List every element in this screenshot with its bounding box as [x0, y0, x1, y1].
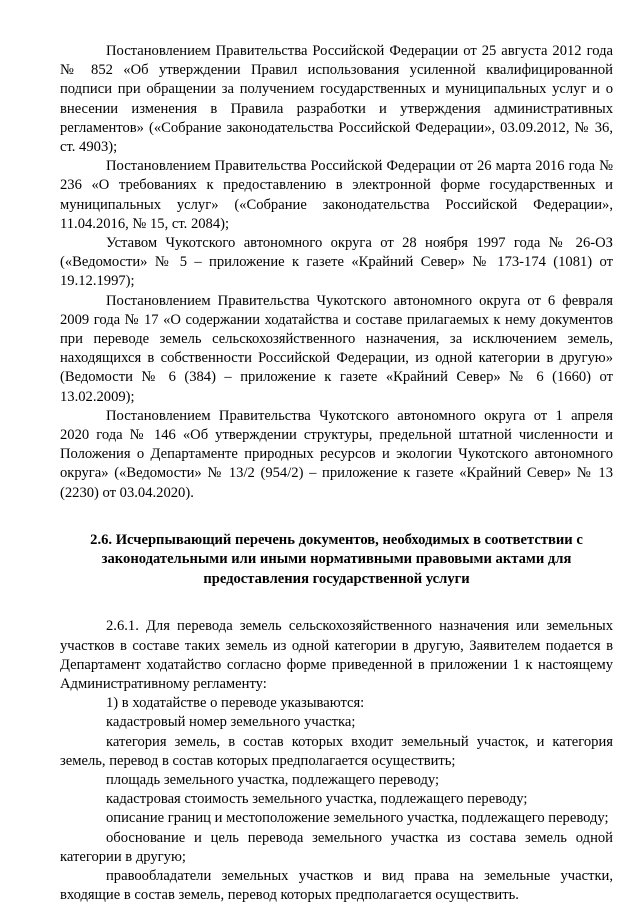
section-heading: 2.6. Исчерпывающий перечень документов, необходимых в соответствии с законодательными или иными нормативными правовыми актами для предоставления государственной услуги [90, 531, 583, 587]
document-page [60, 42, 613, 905]
section-paragraph: кадастровая стоимость земельного участка, подлежащего переводу; [106, 791, 528, 808]
legal-basis-list [60, 42, 613, 503]
legal-basis-item: Постановлением Правительства Чукотского автономного округа от 6 февраля 2009 года № 17 «О содержании ходатайства и составе прилагаемых к нему документов при переводе земель сельскохозяйственного назначения, за исключением земель, находящихся в собственности Российской Федерации, из одной категории в другую» (Ведомости № 6 (384) – приложение к газете «Крайний Север» № 6 (1660) от 13.02.2009); [60, 292, 613, 405]
legal-basis-item: Уставом Чукотского автономного округа от 28 ноября 1997 года № 26-ОЗ («Ведомости» № 5 – приложение к газете «Крайний Север» № 173-174 (1081) от 19.12.1997); [60, 235, 613, 290]
section-paragraph: кадастровый номер земельного участка; [106, 714, 356, 731]
section-paragraph: 2.6.1. Для перевода земель сельскохозяйственного назначения или земельных участков в составе таких земель из одной категории в другую, Заявителем подается в Департамент ходатайство согласно форме приведенной в приложении 1 к настоящему Административному регламенту: [60, 618, 613, 692]
legal-basis-item: Постановлением Правительства Российской Федерации от 25 августа 2012 года № 852 «Об утверждении Правил использования усиленной квалифицированной подписи при обращении за получением государственных и муниципальных услуг и о внесении изменения в Правила разработки и утверждения административных регламентов» («Собрание законодательства Российской Федерации», 03.09.2012, № 36, ст. 4903); [60, 43, 613, 156]
legal-basis-item: Постановлением Правительства Российской Федерации от 26 марта 2016 года № 236 «О требованиях к предоставлению в электронной форме государственных и муниципальных услуг» («Собрание законодательства Российской Федерации», 11.04.2016, № 15, ст. 2084); [60, 158, 613, 232]
legal-basis-item: Постановлением Правительства Чукотского автономного округа от 1 апреля 2020 года № 146 «Об утверждении структуры, предельной штатной численности и Положения о Департаменте природных ресурсов и экологии Чукотского автономного округа» («Ведомости» № 13/2 (954/2) – приложение к газете «Крайний Север» № 13 (2230) от 03.04.2020). [60, 407, 613, 501]
section-paragraph: правообладатели земельных участков и вид права на земельные участки, входящие в состав земель, перевод которых предполагается осуществить. [60, 868, 613, 904]
section-paragraph: описание границ и местоположение земельного участка, подлежащего переводу; [106, 810, 609, 827]
section-body [60, 617, 613, 905]
section-paragraph: обоснование и цель перевода земельного участка из состава земель одной категории в другую; [60, 829, 613, 865]
section-paragraph: 1) в ходатайстве о переводе указываются: [106, 695, 365, 712]
section-paragraph: площадь земельного участка, подлежащего переводу; [106, 772, 440, 788]
section-paragraph: категория земель, в состав которых входит земельный участок, и категория земель, перевод в состав которых предполагается осуществить; [60, 733, 613, 769]
